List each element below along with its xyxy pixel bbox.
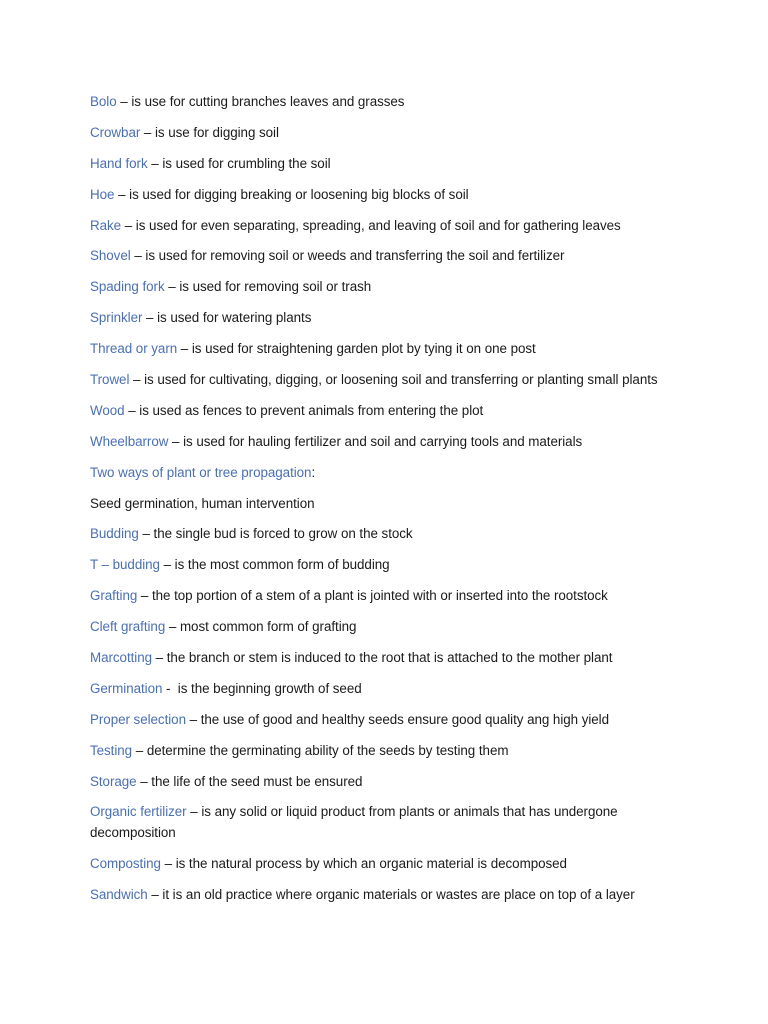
definition: – is used for digging breaking or loosening big blocks of soil	[114, 186, 469, 202]
entry-testing	[90, 741, 670, 762]
definition: – is used for crumbling the soil	[147, 155, 331, 171]
term: Rake	[90, 217, 122, 233]
entry-marcotting	[90, 648, 670, 669]
definition: – the life of the seed must be ensured	[136, 773, 363, 789]
entry-grafting	[90, 586, 670, 607]
entry-hand-fork	[90, 154, 670, 175]
entry-storage	[90, 772, 670, 793]
term: Hoe	[90, 186, 115, 202]
entry-composting	[90, 854, 670, 875]
entry-wood	[90, 401, 670, 422]
definition: – is used for cultivating, digging, or loosening soil and transferring or planting small plants	[129, 372, 658, 388]
definition: – the top portion of a stem of a plant is jointed with or inserted into the rootstock	[137, 588, 608, 604]
entry-sprinkler	[90, 308, 670, 329]
entry-thread-or-yarn	[90, 339, 670, 360]
definition: – is any solid or liquid product from plants or animals that has undergone decomposition	[90, 804, 618, 840]
term: Germination	[90, 680, 163, 696]
term: Wheelbarrow	[90, 433, 169, 449]
document-page	[90, 92, 670, 916]
entry-t-budding	[90, 555, 670, 576]
term: Composting	[90, 855, 161, 871]
entry-seed-germination	[90, 494, 670, 515]
definition: – the branch or stem is induced to the root that is attached to the mother plant	[152, 650, 613, 666]
term: Spading fork	[90, 279, 165, 295]
definition: – is used for watering plants	[142, 310, 312, 326]
definition: - is the beginning growth of seed	[162, 680, 362, 696]
entry-budding	[90, 524, 670, 545]
term: Hand fork	[90, 155, 148, 171]
entry-trowel	[90, 370, 670, 391]
term: Wood	[90, 402, 125, 418]
definition: :	[311, 464, 316, 480]
term: Marcotting	[90, 650, 153, 666]
entry-propagation-heading	[90, 463, 670, 484]
definition: – is the most common form of budding	[159, 557, 390, 573]
term: Bolo	[90, 94, 117, 109]
term: Shovel	[90, 248, 131, 264]
term: Thread or yarn	[90, 341, 178, 357]
term: Organic fertilizer	[90, 804, 187, 820]
entry-bolo	[90, 92, 670, 113]
definition: – determine the germinating ability of the seeds by testing them	[132, 742, 509, 758]
entry-rake	[90, 216, 670, 237]
term: Budding	[90, 526, 139, 542]
entry-spading-fork	[90, 277, 670, 298]
entry-sandwich	[90, 885, 670, 906]
term: Storage	[90, 773, 137, 789]
definition: – the use of good and healthy seeds ensure good quality ang high yield	[185, 711, 610, 727]
term: Trowel	[90, 372, 130, 388]
definition: – is use for cutting branches leaves and grasses	[116, 94, 405, 109]
term: Grafting	[90, 588, 138, 604]
definition: – is used as fences to prevent animals from entering the plot	[124, 402, 484, 418]
entry-germination	[90, 679, 670, 700]
entry-proper-selection	[90, 710, 670, 731]
term: Testing	[90, 742, 133, 758]
term: Sandwich	[90, 886, 148, 902]
term: Two ways of plant or tree propagation	[90, 464, 312, 480]
entry-shovel	[90, 246, 670, 267]
entry-cleft-grafting	[90, 617, 670, 638]
entry-hoe	[90, 185, 670, 206]
definition: – most common form of grafting	[165, 619, 357, 635]
term: T – budding	[90, 557, 160, 573]
term: Cleft grafting	[90, 619, 166, 635]
term: Proper selection	[90, 711, 186, 727]
definition: – is used for removing soil or trash	[164, 279, 372, 295]
definition: – is use for digging soil	[140, 124, 279, 140]
definition: – is used for even separating, spreading, and leaving of soil and for gathering leaves	[121, 217, 621, 233]
term: Sprinkler	[90, 310, 143, 326]
entry-crowbar	[90, 123, 670, 144]
term: Crowbar	[90, 124, 141, 140]
definition: Seed germination, human intervention	[90, 495, 315, 511]
entry-organic-fertilizer	[90, 802, 670, 843]
entry-wheelbarrow	[90, 432, 670, 453]
definition: – is used for straightening garden plot by tying it on one post	[177, 341, 536, 357]
definition: – the single bud is forced to grow on the stock	[138, 526, 413, 542]
definition: – is used for removing soil or weeds and transferring the soil and fertilizer	[130, 248, 565, 264]
definition: – it is an old practice where organic materials or wastes are place on top of a layer	[147, 886, 635, 902]
definition: – is the natural process by which an organic material is decomposed	[160, 855, 567, 871]
definition: – is used for hauling fertilizer and soil and carrying tools and materials	[168, 433, 583, 449]
